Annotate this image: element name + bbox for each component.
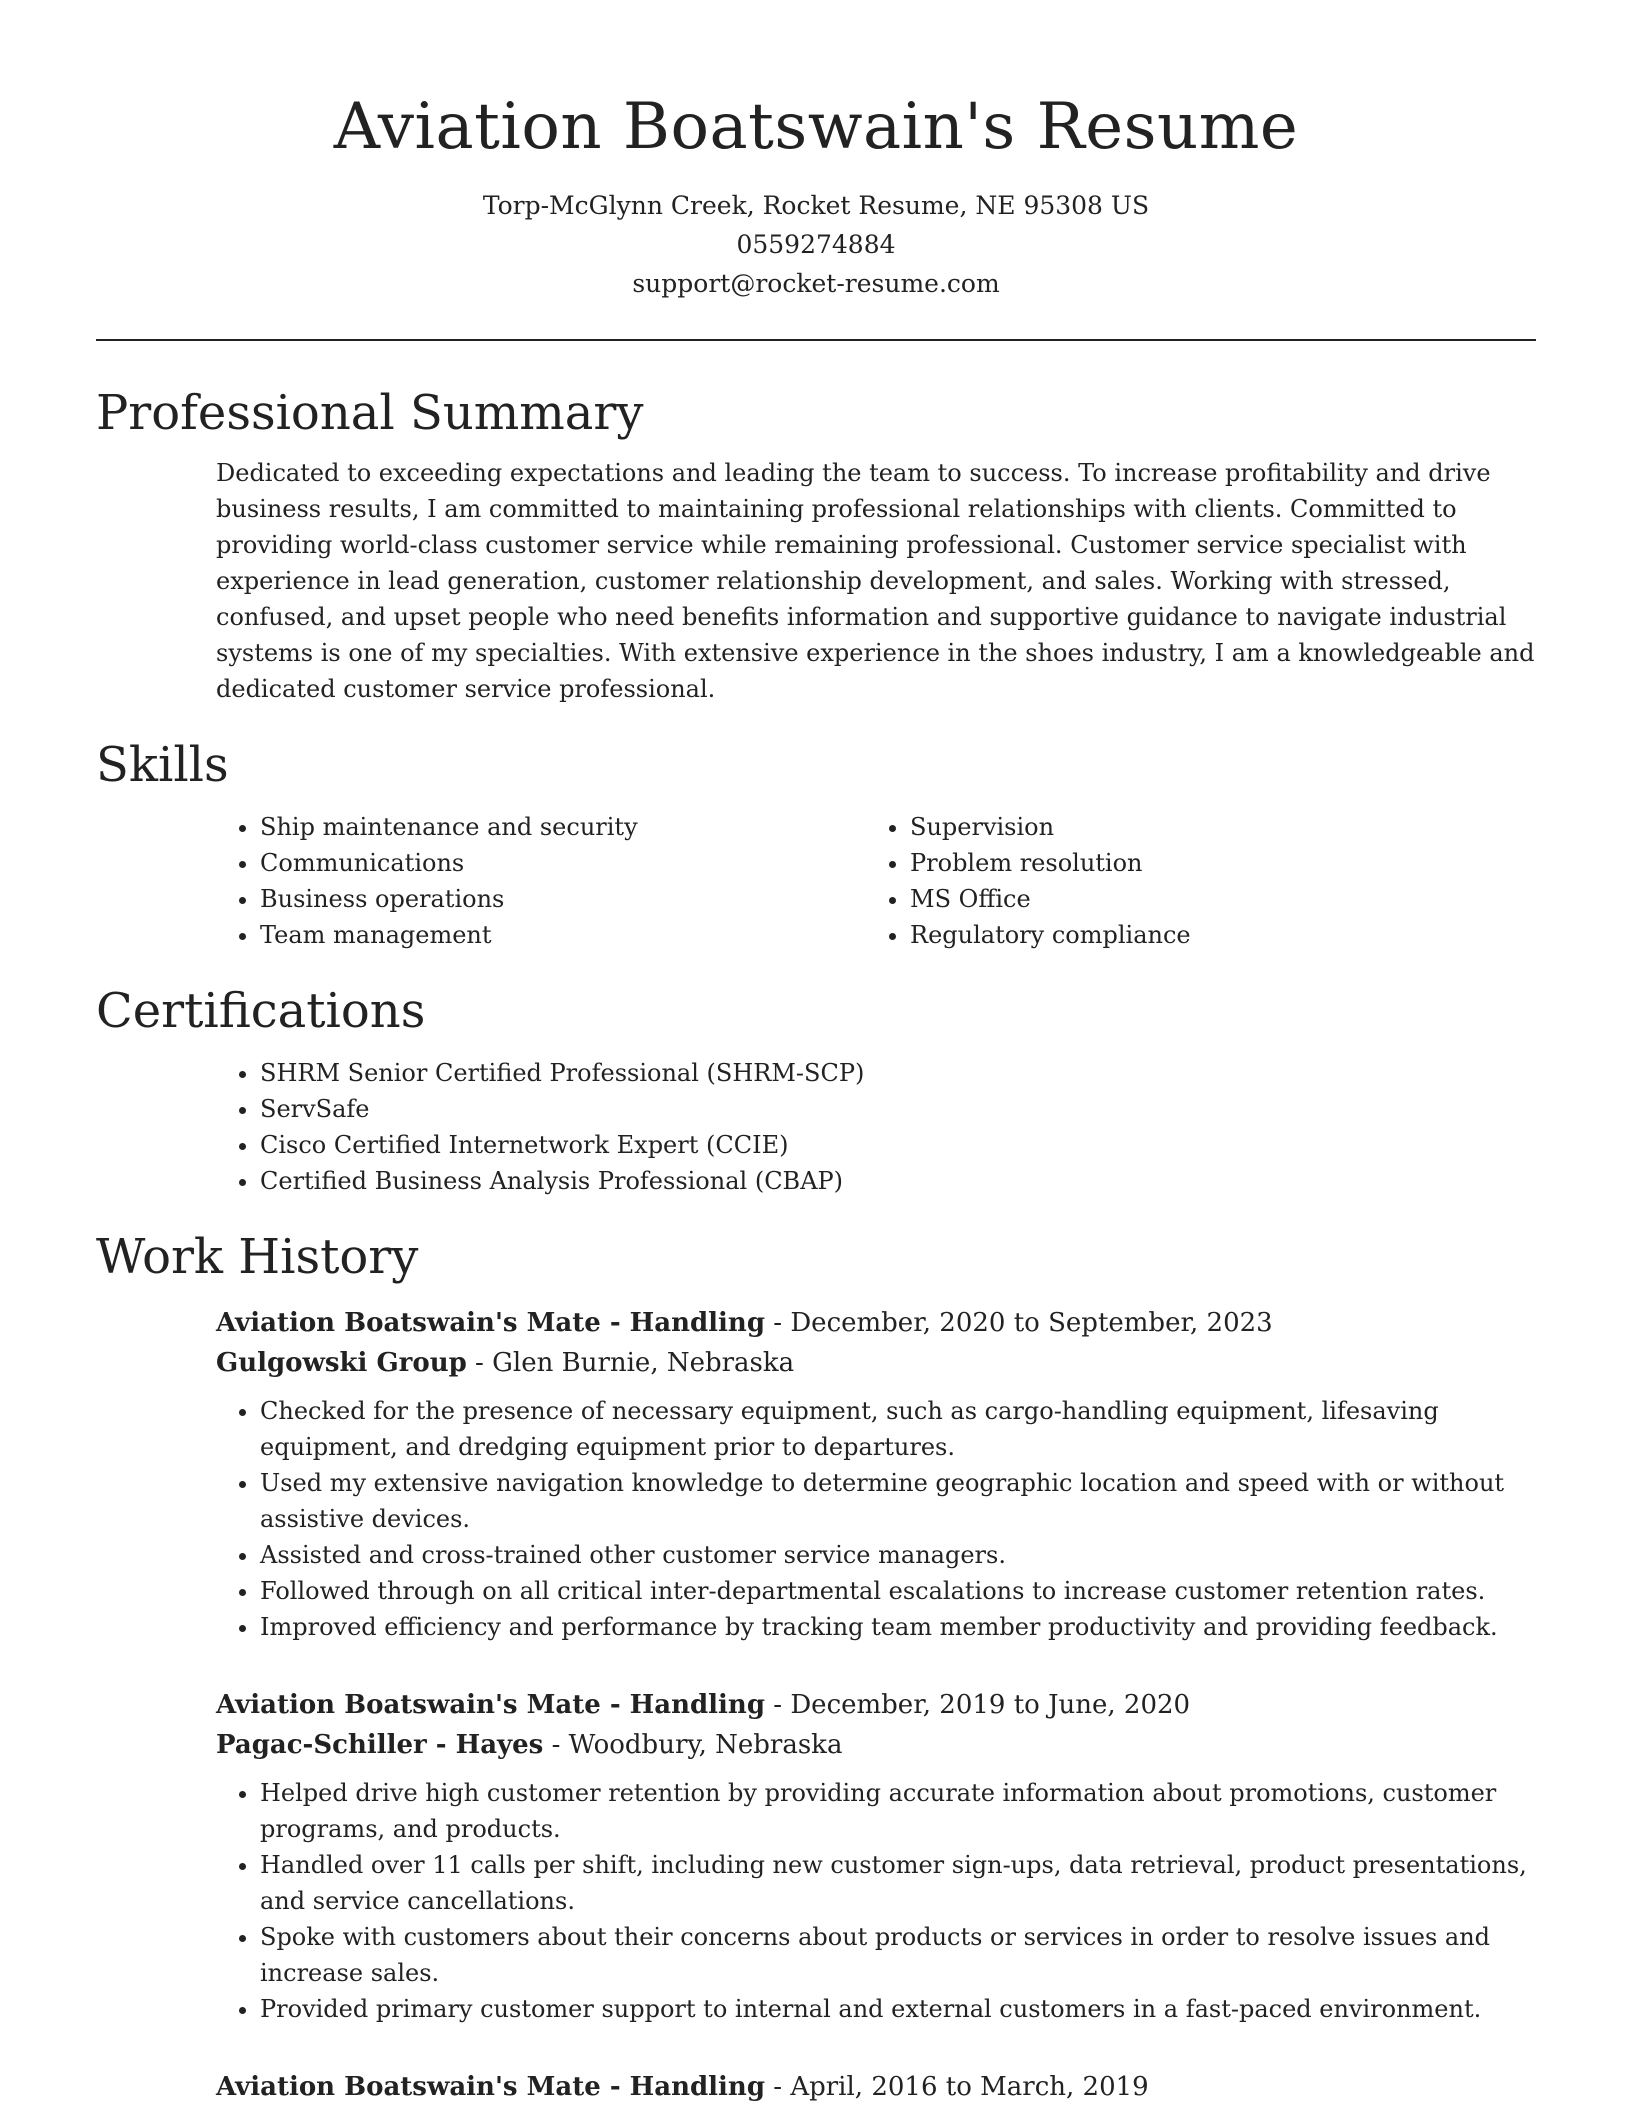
job-company-line: [216, 1725, 1536, 1765]
summary-text: Dedicated to exceeding expectations and leading the team to success. To increase profitability and drive business results, I am committed to maintaining professional relationships with clients. Committed to providing world-class customer service while remaining professional. Customer service specialist with experience in lead generation, customer relationship development, and sales. Working with stressed, confused, and upset people who need benefits information and supportive guidance to navigate industrial systems is one of my specialties. With extensive experience in the shoes industry, I am a knowledgeable and dedicated customer service professional.: [216, 459, 1535, 703]
skill-item: • Business operations: [260, 881, 866, 917]
skill-item: • Regulatory compliance: [910, 917, 1516, 953]
skill-item: • Communications: [260, 845, 866, 881]
skills-heading: Skills: [96, 737, 229, 793]
summary-heading: Professional Summary: [96, 385, 644, 441]
skills-column-right: [866, 809, 1516, 953]
work-history-body: [96, 1303, 1536, 2107]
skills-body: [96, 809, 1536, 953]
certification-item: • Cisco Certified Internetwork Expert (CCIE): [260, 1127, 1536, 1163]
job-duty: • Spoke with customers about their concerns about products or services in order to resolve issues and increase sales.: [260, 1919, 1536, 1991]
skills-list-left: [216, 809, 866, 953]
job-company: Pagac-Schiller - Hayes: [216, 1730, 544, 1760]
job-dates: - December, 2020 to September, 2023: [765, 1308, 1273, 1338]
job-duty: • Assisted and cross-trained other customer service managers.: [260, 1537, 1536, 1573]
work-history-heading: Work History: [96, 1229, 419, 1285]
job-entry: [216, 1685, 1536, 2027]
job-duties-list: [216, 1393, 1536, 1645]
certification-item: • ServSafe: [260, 1091, 1536, 1127]
job-duty: • Helped drive high customer retention by providing accurate information about promotions, customer programs, and products.: [260, 1775, 1536, 1847]
resume-header: [96, 0, 1536, 303]
job-title: Aviation Boatswain's Mate - Handling: [216, 1690, 766, 1720]
skill-item: • Supervision: [910, 809, 1516, 845]
job-company: Gulgowski Group: [216, 1348, 467, 1378]
job-duty: • Handled over 11 calls per shift, including new customer sign-ups, data retrieval, product presentations, and service cancellations.: [260, 1847, 1536, 1919]
certifications-heading: Certifications: [96, 983, 426, 1039]
summary-body: [96, 455, 1536, 707]
work-history-section: [96, 1227, 1536, 2107]
header-divider: [96, 339, 1536, 341]
contact-phone: 0559274884: [736, 230, 896, 259]
job-location: - Glen Burnie, Nebraska: [466, 1348, 795, 1378]
job-dates: - December, 2019 to June, 2020: [765, 1690, 1191, 1720]
job-duty: • Improved efficiency and performance by tracking team member productivity and providing feedback.: [260, 1609, 1536, 1645]
job-title-line: [216, 2067, 1536, 2107]
skill-item: • MS Office: [910, 881, 1516, 917]
certifications-body: [96, 1055, 1536, 1199]
skills-list-right: [866, 809, 1516, 953]
job-title: Aviation Boatswain's Mate - Handling: [216, 2072, 766, 2102]
job-entry: [216, 2067, 1536, 2107]
skill-item: • Ship maintenance and security: [260, 809, 866, 845]
job-duty: • Used my extensive navigation knowledge to determine geographic location and speed with or without assistive devices.: [260, 1465, 1536, 1537]
job-duty: • Followed through on all critical inter-departmental escalations to increase customer retention rates.: [260, 1573, 1536, 1609]
job-title: Aviation Boatswain's Mate - Handling: [216, 1308, 766, 1338]
contact-address: Torp-McGlynn Creek, Rocket Resume, NE 95308 US: [482, 191, 1150, 220]
job-title-line: [216, 1685, 1536, 1725]
job-company-line: [216, 1343, 1536, 1383]
skill-item: • Problem resolution: [910, 845, 1516, 881]
summary-section: [96, 383, 1536, 707]
certification-item: • Certified Business Analysis Professional (CBAP): [260, 1163, 1536, 1199]
job-duty: • Checked for the presence of necessary equipment, such as cargo-handling equipment, lifesaving equipment, and dredging equipment prior to departures.: [260, 1393, 1536, 1465]
skills-column-left: [216, 809, 866, 953]
contact-email: support@rocket-resume.com: [632, 269, 1000, 298]
job-dates: - April, 2016 to March, 2019: [765, 2072, 1149, 2102]
contact-info: [96, 186, 1536, 303]
skills-grid: [216, 809, 1536, 953]
certification-item: • SHRM Senior Certified Professional (SHRM-SCP): [260, 1055, 1536, 1091]
certifications-list: [216, 1055, 1536, 1199]
job-duty: • Provided primary customer support to internal and external customers in a fast-paced environment.: [260, 1991, 1536, 2027]
job-entry: [216, 1303, 1536, 1645]
job-duties-list: [216, 1775, 1536, 2027]
certifications-section: [96, 981, 1536, 1199]
job-title-line: [216, 1303, 1536, 1343]
skill-item: • Team management: [260, 917, 866, 953]
skills-section: [96, 735, 1536, 953]
resume-title: Aviation Boatswain's Resume: [333, 90, 1299, 164]
job-location: - Woodbury, Nebraska: [543, 1730, 843, 1760]
